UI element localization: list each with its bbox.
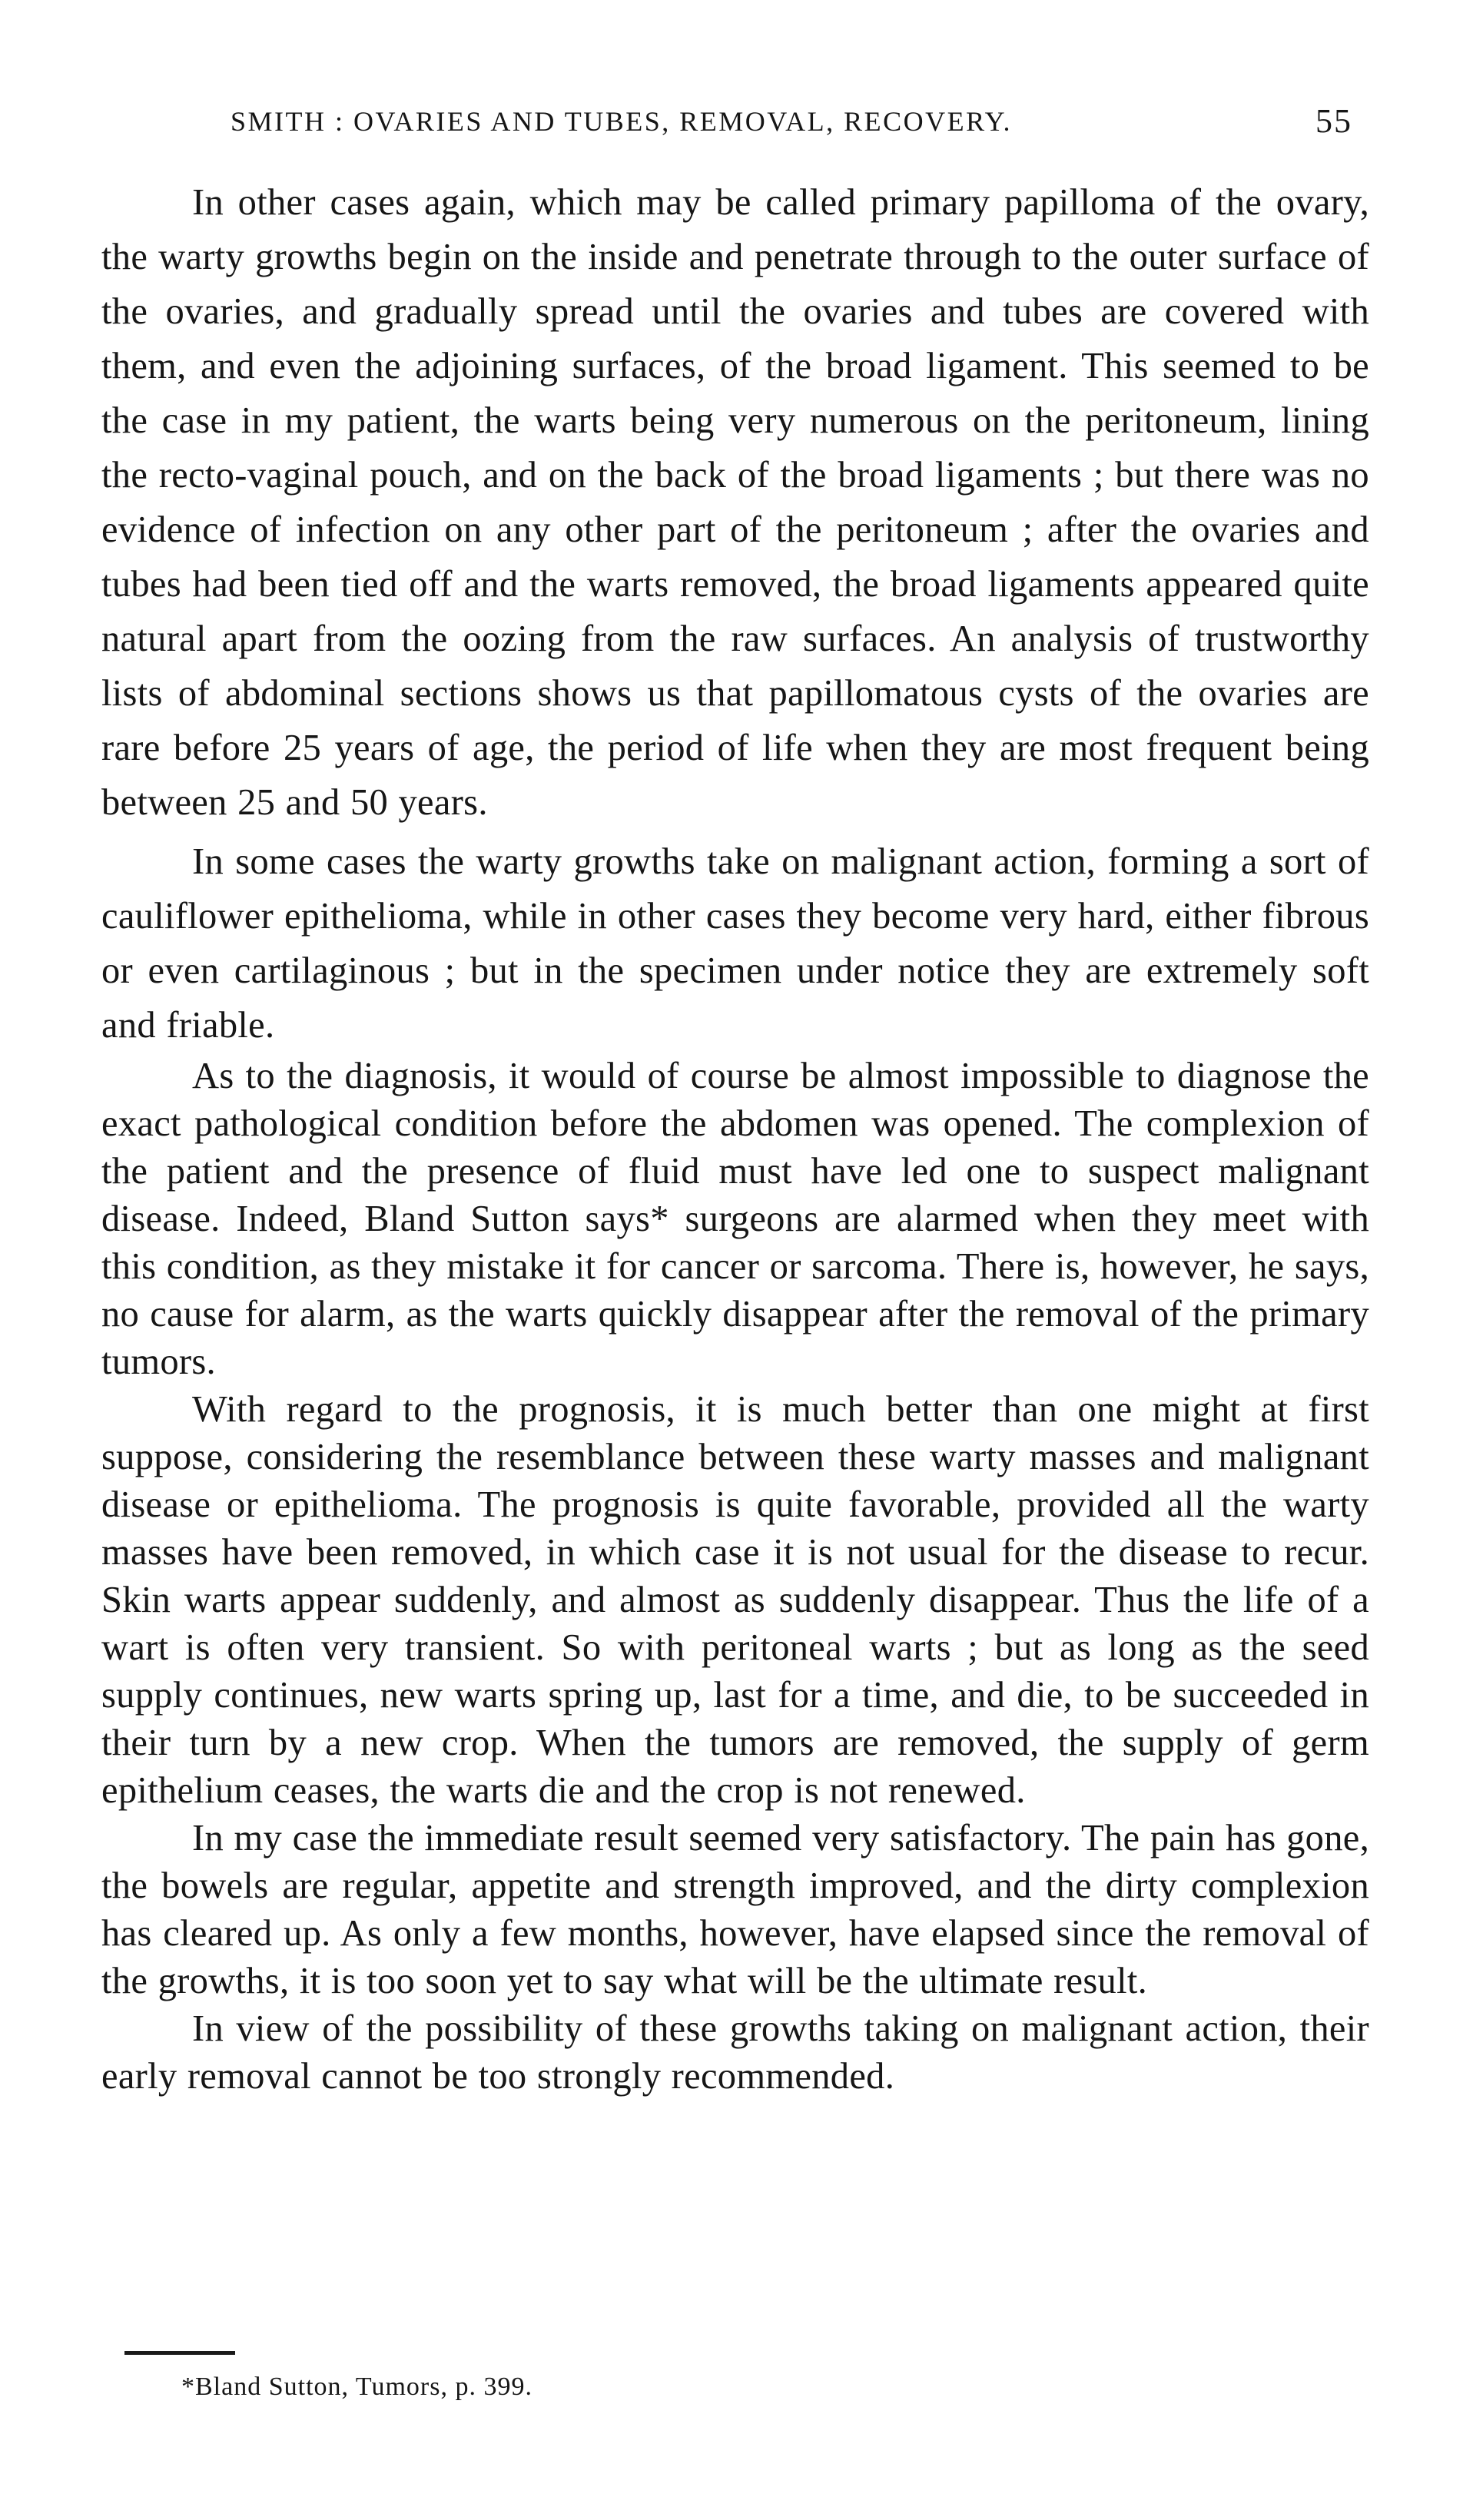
footnote: *Bland Sutton, Tumors, p. 399.	[181, 2372, 532, 2401]
paragraph-recommendation: In view of the possibility of these growths taking on malignant action, their early removal cannot be too strongly recommended.	[101, 2008, 1369, 2097]
body-text	[101, 175, 1369, 2101]
paragraph-result: In my case the immediate result seemed very satisfactory. The pain has gone, the bowels are regular, appetite and strength improved, and the dirty complexion has cleared up. As only a few months, however, have elapsed since the removal of the growths, it is too soon yet to say what will be the ultimate result.	[101, 1818, 1369, 2001]
running-head	[231, 98, 1352, 144]
paragraph-prognosis: With regard to the prognosis, it is much better than one might at first suppose, considering the resemblance between these warty masses and malignant disease or epithelioma. The prognosis is quite favorable, provided all the warty masses have been removed, in which case it is not usual for the disease to recur. Skin warts appear suddenly, and almost as suddenly disappear. Thus the life of a wart is often very transient. So with peritoneal warts ; but as long as the seed supply continues, new warts spring up, last for a time, and die, to be succeeded in their turn by a new crop. When the tumors are removed, the supply of germ epithelium ceases, the warts die and the crop is not renewed.	[101, 1389, 1369, 1811]
paragraph-diagnosis: As to the diagnosis, it would of course be almost impossible to diagnose the exact pathological condition before the abdomen was opened. The complexion of the patient and the presence of fluid must have led one to suspect malignant disease. Indeed, Bland Sutton says* surgeons are alarmed when they meet with this condition, as they mistake it for cancer or sarcoma. There is, however, he says, no cause for alarm, as the warts quickly disappear after the removal of the primary tumors.	[101, 1056, 1369, 1382]
running-title: SMITH : OVARIES AND TUBES, REMOVAL, RECOVERY.	[231, 106, 1012, 137]
paragraph-malignant-action: In some cases the warty growths take on malignant action, forming a sort of cauliflower epithelioma, while in other cases they become very hard, either fibrous or even cartilaginous ; but in the specimen under notice they are extremely soft and friable.	[101, 841, 1369, 1046]
paragraph-papilloma-ovary: In other cases again, which may be called primary papilloma of the ovary, the warty growths begin on the inside and penetrate through to the outer surface of the ovaries, and gradually spread until the ovaries and tubes are covered with them, and even the adjoining surfaces, of the broad ligament. This seemed to be the case in my patient, the warts being very numerous on the peritoneum, lining the recto-vaginal pouch, and on the back of the broad ligaments ; but there was no evidence of infection on any other part of the peritoneum ; after the ovaries and tubes had been tied off and the warts removed, the broad ligaments appeared quite natural apart from the oozing from the raw surfaces. An analysis of trustworthy lists of abdominal sections shows us that papillomatous cysts of the ovaries are rare before 25 years of age, the period of life when they are most frequent being between 25 and 50 years.	[101, 182, 1369, 823]
page-number: 55	[1315, 102, 1352, 140]
footnote-divider	[124, 2351, 235, 2355]
